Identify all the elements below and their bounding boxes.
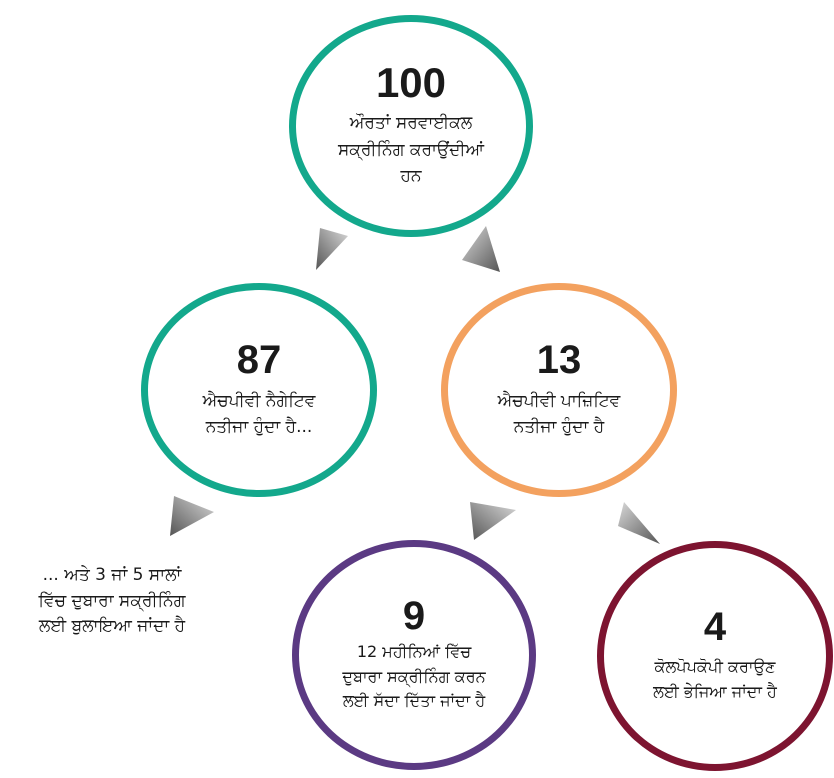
circle-bottom-right [597,541,833,771]
circle-right [441,283,677,497]
circle-bottom-right-line-2: ਲਈ ਭੇਜਿਆ ਜਾਂਦਾ ਹੈ [653,682,777,701]
circle-top-line-2: ਸਕ੍ਰੀਨਿੰਗ ਕਰਾਉਂਦੀਆਂ [337,139,485,160]
circle-bottom-mid-line-3: ਲਈ ਸੱਦਾ ਦਿੱਤਾ ਜਾਂਦਾ ਹੈ [342,691,486,711]
circle-bottom-right-line-1: ਕੋਲਪੋਪਕੋਪੀ ਕਰਾਉਣ [654,657,776,677]
circle-bottom-mid-line-2: ਦੁਬਾਰਾ ਸਕ੍ਰੀਨਿੰਗ ਕਰਨ [342,666,486,686]
negative-followup-note [2,563,222,640]
circle-bottom-mid-line-1: 12 ਮਹੀਨਿਆਂ ਵਿੱਚ [356,641,472,661]
circle-top-line-3: ਹਨ [400,166,422,187]
arrow-left-to-note [170,496,214,536]
circle-bottom-right-number: 4 [703,605,727,650]
arrow-right-to-bottom-mid [470,502,516,540]
arrow-right-to-bottom-right [618,502,660,544]
circle-right-line-1: ਐਚਪੀਵੀ ਪਾਜ਼ਿਟਿਵ [497,390,621,411]
circle-left [141,283,377,497]
note-line-1: ... ਅਤੇ 3 ਜਾਂ 5 ਸਾਲਾਂ [42,565,182,585]
arrow-top-to-left [316,228,348,270]
circle-bottom-mid-number: 9 [402,593,426,638]
circle-left-number: 87 [236,337,282,382]
circle-right-line-2: ਨਤੀਜਾ ਹੁੰਦਾ ਹੈ [513,417,605,437]
circle-bottom-mid [292,540,536,770]
circle-left-line-2: ਨਤੀਜਾ ਹੁੰਦਾ ਹੈ... [205,417,313,437]
circle-top-number: 100 [375,59,447,107]
circle-right-number: 13 [536,337,582,382]
arrow-top-to-right [462,226,500,272]
circle-top-line-1: ਔਰਤਾਂ ਸਰਵਾਈਕਲ [349,113,473,134]
note-line-3: ਲਈ ਬੁਲਾਇਆ ਜਾਂਦਾ ਹੈ [38,616,186,636]
note-line-2: ਵਿੱਚ ਦੁਬਾਰਾ ਸਕ੍ਰੀਨਿੰਗ [38,590,186,611]
circle-left-line-1: ਐਚਪੀਵੀ ਨੈਗੇਟਿਵ [202,390,316,411]
circle-top [289,15,533,237]
